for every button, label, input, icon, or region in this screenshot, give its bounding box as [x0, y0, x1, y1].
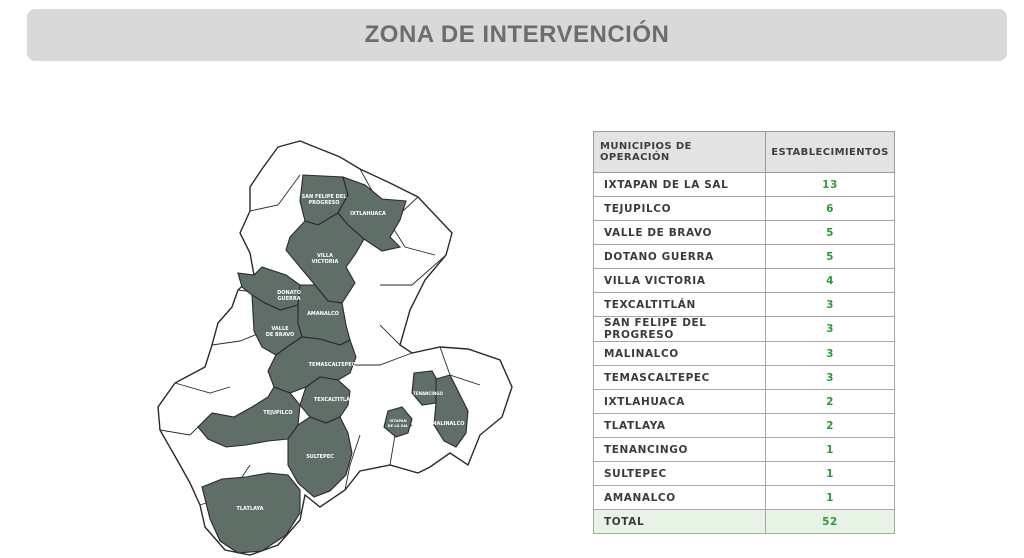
column-header-municipio: MUNICIPIOS DE OPERACIÓN — [594, 132, 766, 173]
column-header-establecimientos: ESTABLECIMIENTOS — [766, 132, 895, 173]
municipio-name: IXTAPAN DE LA SAL — [594, 173, 766, 197]
establecimientos-count: 6 — [766, 197, 895, 221]
label-valle-2: DE BRAVO — [265, 332, 295, 338]
total-label: TOTAL — [594, 510, 766, 534]
intervention-map — [150, 135, 520, 558]
municipio-name: TEXCALTITLÁN — [594, 293, 766, 317]
municipio-name: AMANALCO — [594, 486, 766, 510]
establecimientos-count: 3 — [766, 366, 895, 390]
municipio-name: DOTANO GUERRA — [594, 245, 766, 269]
label-ixtapan-1: IXTAPAN — [389, 419, 407, 423]
establecimientos-count: 13 — [766, 173, 895, 197]
table-row — [594, 197, 895, 221]
map-svg — [150, 135, 520, 558]
municipio-name: TLATLAYA — [594, 414, 766, 438]
table-row — [594, 221, 895, 245]
table-row — [594, 342, 895, 366]
total-row — [594, 510, 895, 534]
table-row — [594, 173, 895, 197]
label-ixtlahuaca: IXTLAHUACA — [350, 211, 386, 217]
table-header-row — [594, 132, 895, 173]
label-temascaltepec: TEMASCALTEPEC — [308, 362, 356, 368]
label-amanalco: AMANALCO — [307, 311, 339, 317]
page-title: ZONA DE INTERVENCIÓN — [364, 21, 670, 48]
municipio-name: TENANCINGO — [594, 438, 766, 462]
label-tlatlaya: TLATLAYA — [236, 506, 264, 512]
establecimientos-count: 3 — [766, 293, 895, 317]
municipio-name: TEMASCALTEPEC — [594, 366, 766, 390]
label-villa-victoria-1: VILLA — [317, 253, 333, 259]
establecimientos-count: 1 — [766, 438, 895, 462]
table-row — [594, 269, 895, 293]
establecimientos-count: 2 — [766, 414, 895, 438]
label-san-felipe-1: SAN FELIPE DEL — [301, 194, 347, 200]
label-sultepec: SULTEPEC — [306, 454, 334, 460]
establecimientos-count: 2 — [766, 390, 895, 414]
establecimientos-count: 5 — [766, 221, 895, 245]
label-malinalco: MALINALCO — [431, 421, 465, 427]
label-tenancingo: TENANCINGO — [413, 391, 443, 396]
table-row — [594, 462, 895, 486]
label-tejupilco: TEJUPILCO — [263, 410, 293, 416]
table-row — [594, 366, 895, 390]
table-row — [594, 293, 895, 317]
table-row — [594, 486, 895, 510]
label-ixtapan-2: DE LA SAL — [387, 424, 409, 428]
table-row — [594, 390, 895, 414]
establecimientos-count: 1 — [766, 486, 895, 510]
table-row — [594, 317, 895, 342]
label-san-felipe-2: PROGRESO — [308, 200, 340, 206]
municipio-name: VALLE DE BRAVO — [594, 221, 766, 245]
table-row — [594, 414, 895, 438]
establecimientos-count: 3 — [766, 317, 895, 342]
header-bar — [27, 9, 1007, 61]
municipio-name: VILLA VICTORIA — [594, 269, 766, 293]
label-donato-1: DONATO — [277, 290, 301, 296]
municipio-name: SAN FELIPE DEL PROGRESO — [594, 317, 766, 342]
municipio-name: TEJUPILCO — [594, 197, 766, 221]
establecimientos-count: 1 — [766, 462, 895, 486]
establecimientos-count: 5 — [766, 245, 895, 269]
total-count: 52 — [766, 510, 895, 534]
municipios-table — [593, 131, 895, 534]
municipio-name: IXTLAHUACA — [594, 390, 766, 414]
table-row — [594, 245, 895, 269]
label-donato-2: GUERRA — [277, 296, 301, 302]
label-villa-victoria-2: VICTORIA — [311, 259, 339, 265]
establecimientos-count: 3 — [766, 342, 895, 366]
label-texcaltitlan: TEXCALTITLÁN — [313, 397, 355, 403]
table-row — [594, 438, 895, 462]
establecimientos-count: 4 — [766, 269, 895, 293]
label-valle-1: VALLE — [271, 326, 289, 332]
municipio-name: SULTEPEC — [594, 462, 766, 486]
municipio-name: MALINALCO — [594, 342, 766, 366]
